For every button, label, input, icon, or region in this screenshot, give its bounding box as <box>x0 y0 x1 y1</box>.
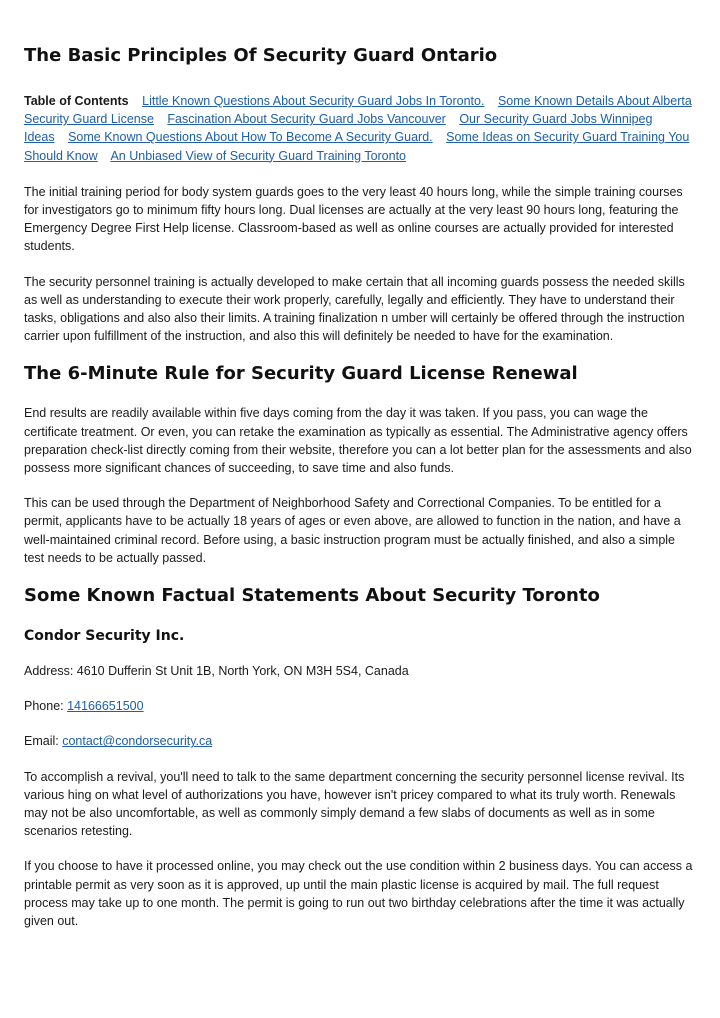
company-name: Condor Security Inc. <box>24 628 185 645</box>
toc-link[interactable]: Fascination About Security Guard Jobs Vancouver <box>167 112 446 127</box>
body-paragraph: This can be used through the Department of Neighborhood Safety and Correctional Companies. To be entitled for a permit, applicants have to be actually 18 years of ages or even above, are allowed to function in the nation, and have a well-maintained criminal record. Before using, a basic instruction program must be actually finished, and also a simple test needs to be actually passed. <box>24 496 681 565</box>
toc-link[interactable]: Little Known Questions About Security Guard Jobs In Toronto. <box>142 94 485 108</box>
email-link[interactable]: contact@condorsecurity.ca <box>62 734 213 749</box>
body-paragraph: To accomplish a revival, you'll need to talk to the same department concerning the security personnel license revival. Its various hing on what level of authorizations you have, however isn't pricey compared to what its truly worth. Renewals may not be also uncomfortable, as well as commonly simply demand a few slabs of documents as well as in some scenarios retesting. <box>24 769 685 839</box>
table-of-contents <box>24 92 694 165</box>
toc-link[interactable]: Our Security Guard Jobs Winnipeg Ideas <box>24 112 653 145</box>
page-title: The Basic Principles Of Security Guard Ontario <box>24 45 498 66</box>
body-paragraph: The security personnel training is actually developed to make certain that all incoming guards possess the needed skills as well as understanding to execute their work properly, carefully, legally and efficiently. They have to understand their tasks, obligations and also also their limits. A training finalization n umber will certainly be offered through the instruction carrier upon fulfillment of the instruction, and also this will definitely be needed to have for the examination. <box>24 274 685 344</box>
section-heading: The 6-Minute Rule for Security Guard License Renewal <box>24 363 578 385</box>
body-paragraph: If you choose to have it processed online, you may check out the use condition within 2 business days. You can access a printable permit as very soon as it is approved, up until the main plastic license is acquired by mail. The full request process may take up to one month. The permit is going to run out two birthday celebrations after the time it was actually given out. <box>24 859 693 929</box>
phone-label: Phone: <box>24 699 68 714</box>
toc-label: Table of Contents <box>24 94 129 108</box>
body-paragraph: The initial training period for body system guards goes to the very least 40 hours long, while the simple training courses for investigators go to minimum fifty hours long. Dual licenses are actually at the very least 90 hours long, featuring the Emergency Degree First Help license. Classroom-based as well as online courses are actually provided for interested students. <box>24 184 683 254</box>
toc-link[interactable]: An Unbiased View of Security Guard Training Toronto <box>110 148 407 163</box>
company-address: Address: 4610 Dufferin St Unit 1B, North York, ON M3H 5S4, Canada <box>24 664 409 679</box>
toc-link[interactable]: Some Known Details About Alberta Security Guard License <box>24 94 692 127</box>
body-paragraph: End results are readily available within five days coming from the day it was taken. If you pass, you can wage the certificate treatment. Or even, you can retake the examination as typically as essential. The Administrative agency offers preparation check-list directly coming from their website, therefore you can a lot better plan for the assessments and also possess more significant chances of succeeding, to save time and also funds. <box>24 406 692 476</box>
toc-link[interactable]: Some Known Questions About How To Become A Security Guard. <box>68 130 433 145</box>
section-heading: Some Known Factual Statements About Security Toronto <box>24 585 600 607</box>
toc-link[interactable]: Some Ideas on Security Guard Training You Should Know <box>24 130 690 163</box>
company-phone <box>24 697 694 715</box>
email-label: Email: <box>24 734 63 749</box>
company-email <box>24 732 694 750</box>
phone-link[interactable]: 14166651500 <box>67 699 144 714</box>
